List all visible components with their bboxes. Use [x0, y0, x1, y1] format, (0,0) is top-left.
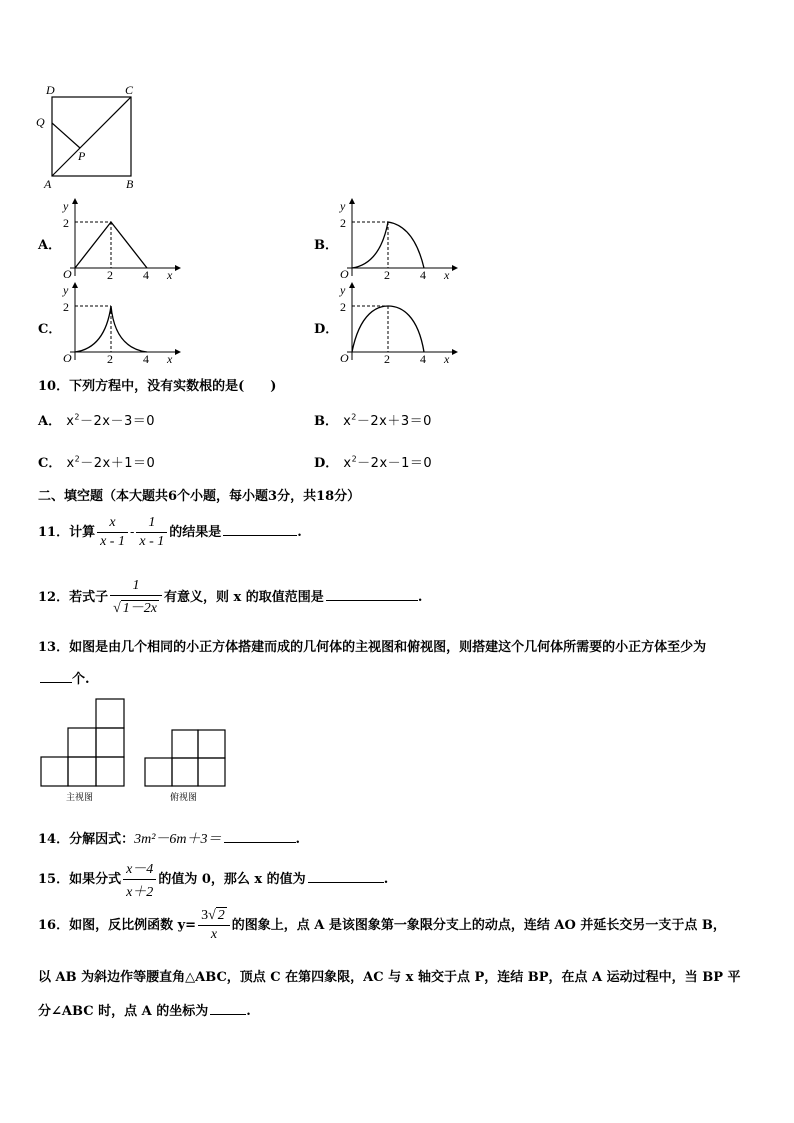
fraction-1: $\frac{x}{x - 1}$ [97, 515, 128, 550]
fraction: $\frac{1}{√ 1-2x}$ [110, 578, 162, 617]
q16-prefix: 16．如图，反比例函数 y= [38, 918, 197, 933]
q14-prefix: 14．分解因式： [38, 832, 135, 847]
q15: 15．如果分式 $\frac{x-4}{x+2}$ 的值为 0，那么 x 的值为 . [38, 858, 388, 901]
answer-blank[interactable] [40, 681, 72, 683]
option-label: A． [38, 414, 62, 429]
equation: $x^2-2x-1=0$ [343, 454, 433, 471]
section-heading: 二、填空题（本大题共6个小题，每小题3分，共18分） [38, 489, 361, 504]
axis-x-label: x [444, 352, 450, 364]
square-figure [30, 80, 150, 195]
q11: 11．计算 $\frac{x}{x - 1}$ - $\frac{1}{x - 1}$ 的结果是 . [38, 515, 302, 549]
q10-option-d[interactable] [314, 452, 432, 471]
origin-label: O [340, 267, 349, 280]
top-view [145, 730, 225, 786]
three-view-figure [38, 695, 238, 805]
fraction-2: $\frac{1}{x - 1}$ [136, 515, 167, 550]
x-tick-4: 4 [143, 352, 149, 364]
option-d-graph[interactable] [332, 282, 462, 364]
label-b: B [126, 177, 134, 191]
q12: 12．若式子 $\frac{1}{√ 1-2x}$ 有意义，则 x 的取值范围是 . [38, 578, 423, 616]
option-b-label[interactable]: B． [314, 238, 338, 253]
q10-option-c[interactable] [38, 452, 155, 471]
x-tick-4: 4 [143, 268, 149, 280]
q12-suffix: 有意义，则 x 的取值范围是 [164, 590, 324, 605]
q10-stem: 10．下列方程中，没有实数根的是( ) [38, 379, 277, 394]
y-tick: 2 [63, 216, 69, 230]
segment-qp [52, 123, 80, 148]
option-label: B． [314, 414, 338, 429]
q10-option-b[interactable] [314, 410, 432, 429]
x-tick-2: 2 [107, 352, 113, 364]
option-label: D． [314, 456, 339, 471]
label-a: A [44, 177, 52, 191]
q16-line3: 分∠ABC 时，点 A 的坐标为 . [38, 1004, 251, 1019]
q15-prefix: 15．如果分式 [38, 872, 122, 887]
option-a-graph[interactable] [55, 198, 185, 280]
q16-line2: 以 AB 为斜边作等腰直角△ABC，顶点 C 在第四象限，AC 与 x 轴交于点 P，连结 BP，在点 A 运动过程中，当 BP 平 [38, 970, 741, 985]
x-tick-4: 4 [420, 352, 426, 364]
fraction: $\frac{x-4}{x+2}$ [123, 858, 156, 901]
y-tick: 2 [63, 300, 69, 314]
origin-label: O [63, 267, 72, 280]
minus-sign: - [129, 525, 135, 540]
q13-line2: 个. [38, 668, 90, 687]
option-c-label[interactable]: C． [38, 322, 62, 337]
y-tick: 2 [340, 300, 346, 314]
front-view [41, 699, 124, 786]
axis-x-label: x [167, 268, 173, 280]
q15-suffix: 的值为 0，那么 x 的值为 [158, 872, 306, 887]
caption-top-view: 俯视图 [170, 793, 198, 803]
label-d: D [46, 83, 55, 97]
q11-prefix: 11．计算 [38, 525, 96, 540]
answer-blank[interactable] [326, 599, 418, 601]
q11-suffix: 的结果是 [169, 525, 222, 540]
label-q: Q [36, 115, 45, 129]
option-a-label[interactable]: A． [38, 238, 62, 253]
axis-x-label: x [444, 268, 450, 280]
answer-blank[interactable] [210, 1013, 246, 1015]
origin-label: O [63, 351, 72, 364]
fraction: $\frac{3√ 2}{x}$ [198, 908, 230, 943]
origin-label: O [340, 351, 349, 364]
axis-y-label: y [340, 199, 346, 213]
label-p: P [78, 149, 86, 163]
x-tick-2: 2 [107, 268, 113, 280]
axis-y-label: y [63, 283, 69, 297]
equation: $x^2-2x+1=0$ [66, 454, 156, 471]
axis-x-label: x [167, 352, 173, 364]
x-tick-2: 2 [384, 268, 390, 280]
equation: $x^2-2x-3=0$ [66, 412, 155, 429]
diagonal-ac [52, 97, 131, 176]
x-tick-4: 4 [420, 268, 426, 280]
x-tick-2: 2 [384, 352, 390, 364]
q14-expression: 3m²－6m＋3＝ [134, 832, 222, 847]
y-tick: 2 [340, 216, 346, 230]
answer-blank[interactable] [224, 841, 296, 843]
option-b-graph[interactable] [332, 198, 462, 280]
label-c: C [125, 83, 134, 97]
option-label: C． [38, 456, 62, 471]
q16-line1-text: 的图象上，点 A 是该图象第一象限分支上的动点，连结 AO 并延长交另一支于点 B， [231, 918, 726, 933]
q10-option-a[interactable] [38, 410, 155, 429]
q13-line1: 13．如图是由几个相同的小正方体搭建而成的几何体的主视图和俯视图，则搭建这个几何体所需要的小正方体至少为 [38, 640, 707, 655]
option-c-graph[interactable] [55, 282, 185, 364]
option-d-label[interactable]: D． [314, 322, 339, 337]
axis-y-label: y [63, 199, 69, 213]
q12-prefix: 12．若式子 [38, 590, 109, 605]
axis-y-label: y [340, 283, 346, 297]
q16-line1 [38, 908, 726, 943]
answer-blank[interactable] [308, 881, 384, 883]
caption-front-view: 主视图 [66, 793, 94, 803]
q14: 14．分解因式：3m²－6m＋3＝ . [38, 832, 301, 847]
answer-blank[interactable] [223, 534, 297, 536]
equation: $x^2-2x+3=0$ [343, 412, 432, 429]
